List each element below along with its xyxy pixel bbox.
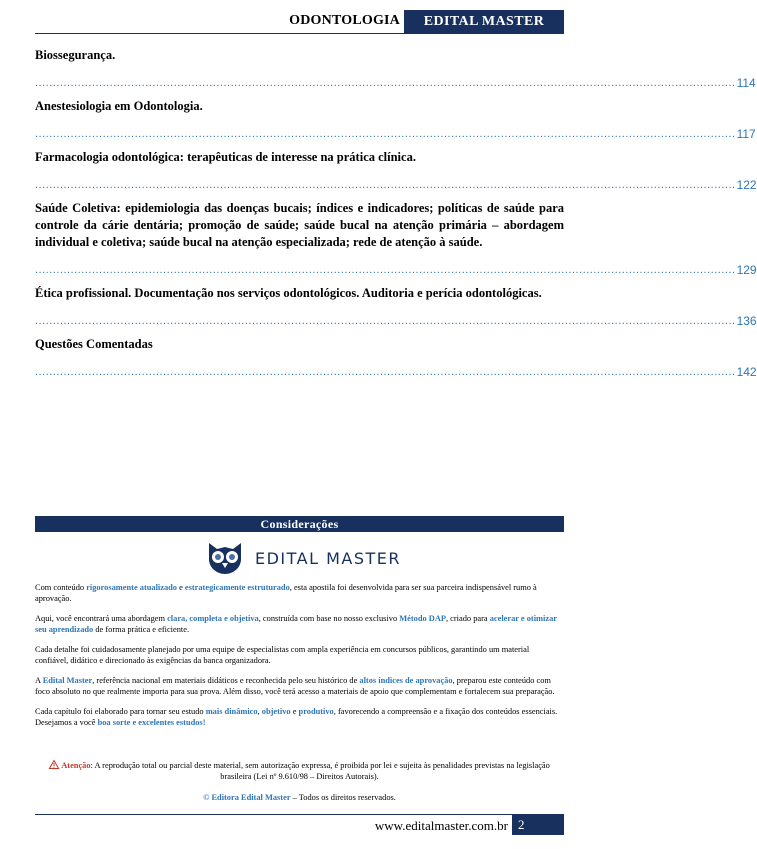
toc-leader bbox=[35, 361, 757, 379]
page-header bbox=[35, 10, 564, 34]
toc-entry-title: Farmacologia odontológica: terapêuticas de interesse na prática clínica. bbox=[35, 150, 416, 164]
toc-dots: ..................................................................................................................................................................................................... bbox=[35, 366, 736, 378]
owl-icon bbox=[205, 541, 245, 575]
header-brand: EDITAL MASTER bbox=[404, 10, 564, 34]
toc-leader bbox=[35, 123, 756, 141]
paragraph: Aqui, você encontrará uma abordagem clara, completa e objetiva, construída com base no nosso exclusivo Método DAP, criado para acelerar e otimizar seu aprendizado de forma prática e eficiente. bbox=[35, 614, 557, 634]
toc-page-number[interactable]: 114 bbox=[736, 76, 756, 90]
copyright-publisher: © Editora Edital Master bbox=[203, 793, 291, 802]
paragraph: Cada detalhe foi cuidadosamente planejado por uma equipe de especialistas com ampla experiência em concursos públicos, garantindo um material confiável, didático e direcionado às exigências da banca organizadora. bbox=[35, 645, 530, 665]
toc-entry[interactable] bbox=[35, 285, 757, 328]
footer-url-link[interactable]: www.editalmaster.com.br bbox=[374, 818, 508, 833]
warning-icon bbox=[49, 760, 59, 769]
page-footer bbox=[35, 814, 564, 834]
toc-page-number[interactable]: 136 bbox=[736, 314, 757, 328]
toc-page-number[interactable]: 122 bbox=[736, 178, 757, 192]
toc-entry-title: Questões Comentadas bbox=[35, 337, 153, 351]
toc-dots: ..................................................................................................................................................................................................... bbox=[35, 315, 736, 327]
toc-leader bbox=[35, 72, 756, 90]
toc-entry[interactable] bbox=[35, 200, 757, 277]
toc-page-number[interactable]: 117 bbox=[736, 127, 756, 141]
toc-entry-title: Anestesiologia em Odontologia. bbox=[35, 99, 203, 113]
toc-dots: ..................................................................................................................................................................................................... bbox=[35, 128, 736, 140]
toc-entry[interactable] bbox=[35, 336, 757, 379]
copyright-line bbox=[35, 792, 564, 803]
paragraph: Com conteúdo rigorosamente atualizado e estrategicamente estruturado, esta apostila foi desenvolvida para ser sua parceira indispensável rumo à aprovação. bbox=[35, 583, 537, 603]
toc-dots: ..................................................................................................................................................................................................... bbox=[35, 77, 736, 89]
header-subject: ODONTOLOGIA bbox=[289, 13, 400, 28]
attention-text: : A reprodução total ou parcial deste material, sem autorização expressa, é proibida por lei e sujeita às penalidades previstas na legislação brasileira (Lei nº 9.610/98 – Direitos Autorais). bbox=[90, 761, 550, 781]
paragraph: Cada capítulo foi elaborado para tornar seu estudo mais dinâmico, objetivo e produtivo, favorecendo a compreensão e a fixação dos conteúdos essenciais. bbox=[35, 707, 558, 716]
toc-entry-title: Biossegurança. bbox=[35, 48, 116, 62]
considerations-heading: Considerações bbox=[35, 516, 564, 532]
logo-text: EDITAL MASTER bbox=[255, 548, 402, 568]
toc-page-number[interactable]: 129 bbox=[736, 263, 757, 277]
edital-master-logo bbox=[205, 540, 401, 576]
toc-entry[interactable] bbox=[35, 149, 757, 192]
toc-entry[interactable] bbox=[35, 47, 756, 90]
toc-leader bbox=[35, 259, 757, 277]
attention-label: Atenção bbox=[61, 761, 91, 770]
toc-dots: ..................................................................................................................................................................................................... bbox=[35, 264, 736, 276]
copyright-rights: – Todos os direitos reservados. bbox=[290, 793, 396, 802]
toc-page-number[interactable]: 142 bbox=[736, 365, 757, 379]
table-of-contents bbox=[35, 47, 757, 387]
considerations-body bbox=[35, 582, 564, 728]
toc-dots: ..................................................................................................................................................................................................... bbox=[35, 179, 736, 191]
page-number: 2 bbox=[512, 815, 564, 835]
closing-line: Desejamos a você boa sorte e excelentes estudos! bbox=[35, 718, 206, 727]
toc-entry[interactable] bbox=[35, 98, 756, 141]
attention-notice bbox=[35, 760, 564, 782]
toc-leader bbox=[35, 310, 757, 328]
toc-entry-title: Saúde Coletiva: epidemiologia das doenças bucais; índices e indicadores; políticas de saúde para controle da cárie dentária; promoção de saúde; saúde bucal na atenção primária – abordagem individual e coletiva; saúde bucal na atenção especializada; rede de atenção à saúde. bbox=[35, 201, 564, 249]
paragraph: A Edital Master, referência nacional em materiais didáticos e reconhecida pelo seu histórico de altos índices de aprovação, preparou este conteúdo com foco absoluto no que realmente importa para sua prova. Além disso, você terá acesso a materiais de apoio que complementam e fortalecem sua preparação. bbox=[35, 676, 555, 696]
toc-leader bbox=[35, 174, 757, 192]
toc-entry-title: Ética profissional. Documentação nos serviços odontológicos. Auditoria e perícia odontológicas. bbox=[35, 286, 542, 300]
